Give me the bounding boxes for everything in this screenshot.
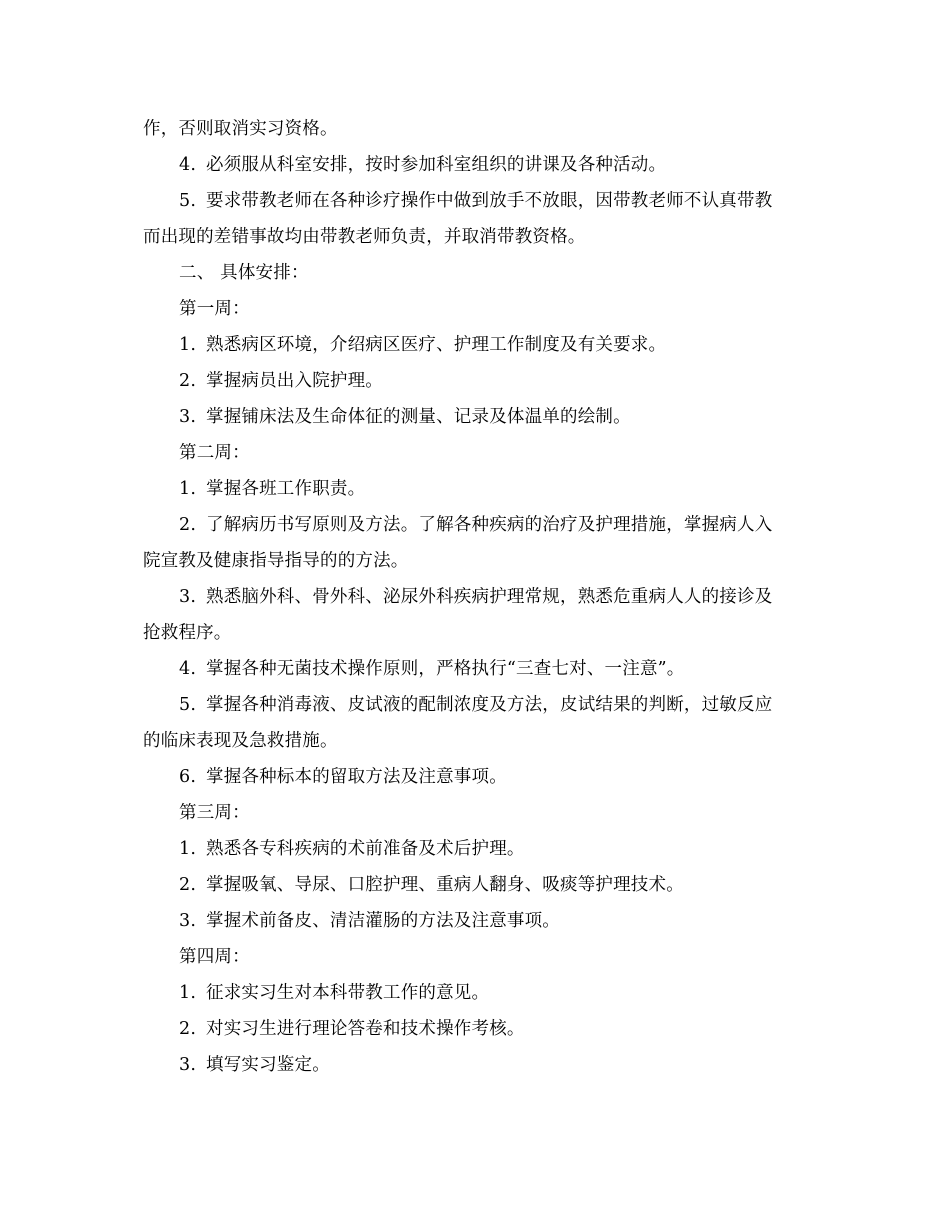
text-line (143, 111, 808, 147)
text-line (143, 975, 808, 1011)
week-heading (143, 435, 808, 471)
document-page (143, 111, 808, 1083)
line-text: 掌握病员出入院护理。 (206, 371, 383, 391)
text-line (143, 651, 808, 687)
item-number: 2. (179, 371, 197, 391)
line-text: 二、 具体安排： (179, 263, 309, 283)
item-number: 2. (179, 1019, 197, 1039)
section-heading (143, 255, 808, 291)
line-text: 的临床表现及急救措施。 (143, 731, 338, 751)
line-text: 第一周： (179, 299, 250, 319)
text-line (143, 219, 808, 255)
text-line (143, 399, 808, 435)
line-text: 掌握铺床法及生命体征的测量、记录及体温单的绘制。 (206, 407, 631, 427)
text-line (143, 327, 808, 363)
week-heading (143, 795, 808, 831)
text-line (143, 615, 808, 651)
item-number: 4. (179, 659, 197, 679)
item-number: 3. (179, 911, 197, 931)
line-text: 作，否则取消实习资格。 (143, 119, 338, 139)
item-number: 5. (179, 191, 197, 211)
text-line (143, 903, 808, 939)
item-number: 2. (179, 515, 197, 535)
text-line (143, 723, 808, 759)
line-text: 抢救程序。 (143, 623, 232, 643)
item-number: 3. (179, 1055, 197, 1075)
text-line (143, 867, 808, 903)
line-text: 掌握各种消毒液、皮试液的配制浓度及方法，皮试结果的判断，过敏反应 (206, 695, 773, 715)
week-heading (143, 291, 808, 327)
item-number: 1. (179, 335, 197, 355)
item-number: 3. (179, 407, 197, 427)
line-text: 掌握术前备皮、清洁灌肠的方法及注意事项。 (206, 911, 560, 931)
item-number: 2. (179, 875, 197, 895)
line-text: 第二周： (179, 443, 250, 463)
line-text: 要求带教老师在各种诊疗操作中做到放手不放眼，因带教老师不认真带教 (206, 191, 773, 211)
item-number: 1. (179, 983, 197, 1003)
item-number: 6. (179, 767, 197, 787)
text-line (143, 1011, 808, 1047)
text-line (143, 507, 808, 543)
line-text: 掌握各种标本的留取方法及注意事项。 (206, 767, 507, 787)
line-text: 填写实习鉴定。 (206, 1055, 330, 1075)
week-heading (143, 939, 808, 975)
item-number: 1. (179, 479, 197, 499)
line-text: 征求实习生对本科带教工作的意见。 (206, 983, 490, 1003)
line-text: 熟悉各专科疾病的术前准备及术后护理。 (206, 839, 525, 859)
line-text: 院宣教及健康指导指导的的方法。 (143, 551, 409, 571)
line-text: 必须服从科室安排，按时参加科室组织的讲课及各种活动。 (206, 155, 667, 175)
line-text: 掌握各班工作职责。 (206, 479, 366, 499)
item-number: 5. (179, 695, 197, 715)
text-line (143, 687, 808, 723)
item-number: 4. (179, 155, 197, 175)
text-line (143, 579, 808, 615)
line-text: 对实习生进行理论答卷和技术操作考核。 (206, 1019, 525, 1039)
text-line (143, 543, 808, 579)
line-text: 了解病历书写原则及方法。了解各种疾病的治疗及护理措施，掌握病人入 (206, 515, 773, 535)
line-text: 第四周： (179, 947, 250, 967)
item-number: 3. (179, 587, 197, 607)
line-text: 第三周： (179, 803, 250, 823)
text-line (143, 147, 808, 183)
text-line (143, 831, 808, 867)
text-line (143, 759, 808, 795)
line-text: 熟悉脑外科、骨外科、泌尿外科疾病护理常规，熟悉危重病人人的接诊及 (206, 587, 773, 607)
text-line (143, 1047, 808, 1083)
text-line (143, 183, 808, 219)
line-text: 而出现的差错事故均由带教老师负责，并取消带教资格。 (143, 227, 586, 247)
text-line (143, 471, 808, 507)
text-line (143, 363, 808, 399)
line-text: 掌握各种无菌技术操作原则，严格执行“三查七对、一注意”。 (206, 659, 685, 679)
item-number: 1. (179, 839, 197, 859)
line-text: 掌握吸氧、导尿、口腔护理、重病人翻身、吸痰等护理技术。 (206, 875, 684, 895)
line-text: 熟悉病区环境，介绍病区医疗、护理工作制度及有关要求。 (206, 335, 667, 355)
